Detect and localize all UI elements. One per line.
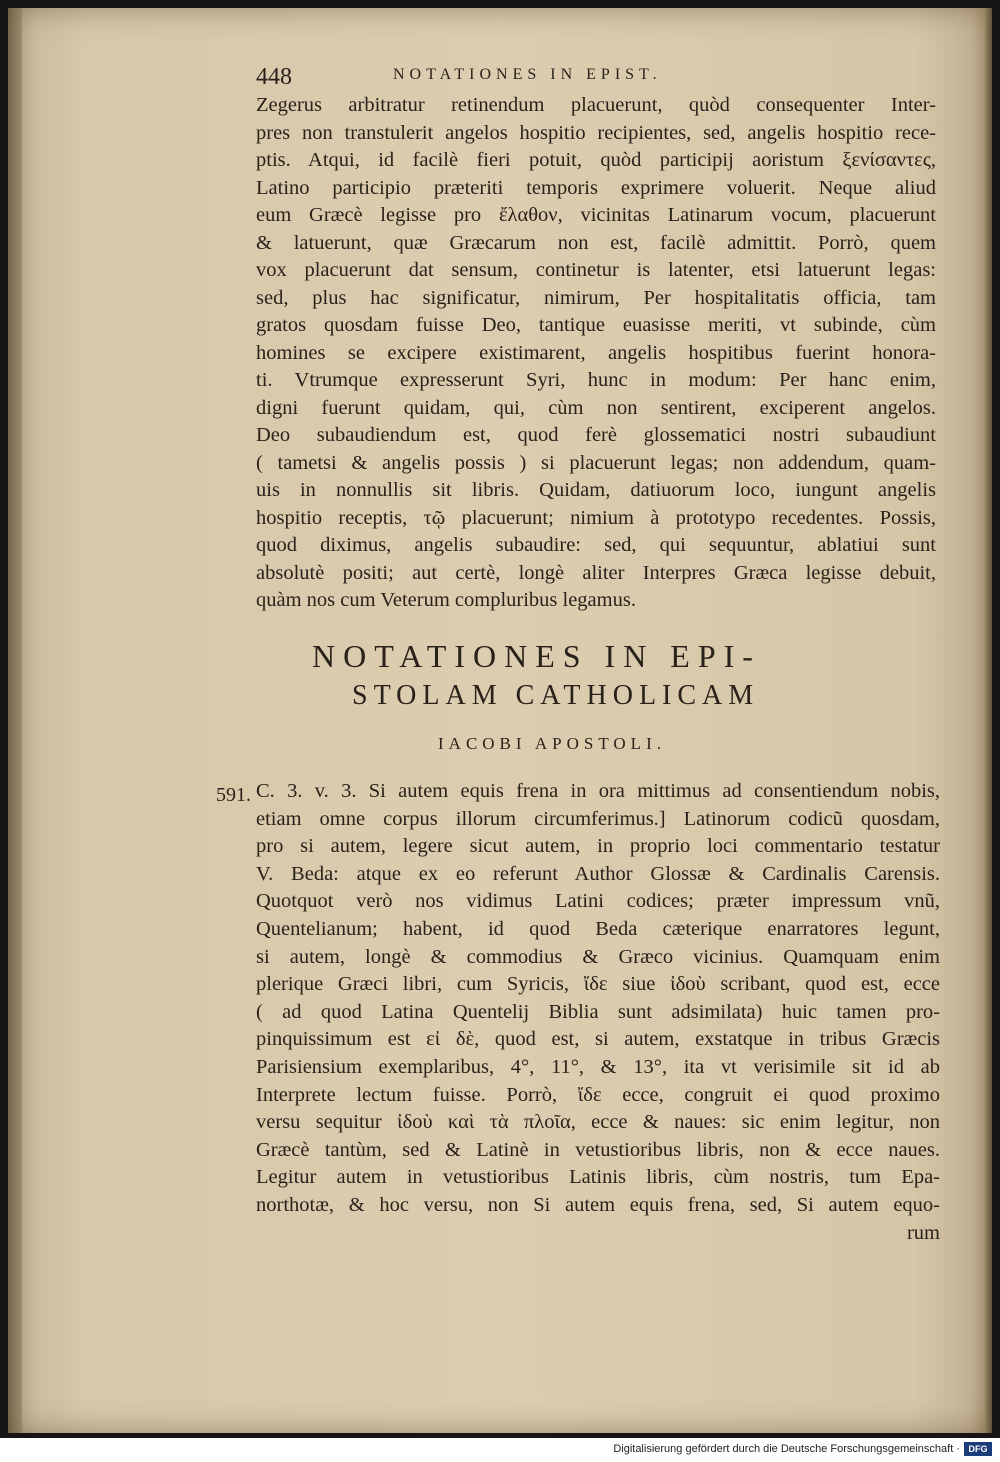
section-heading-line-2: STOLAM CATHOLICAM: [352, 680, 760, 711]
dfg-logo: DFG: [964, 1442, 992, 1456]
text-line: Quentelianum; habent, id quod Beda cæterique enarratores legunt,: [256, 917, 940, 940]
text-line: V. Beda: atque ex eo referunt Author Glossæ & Cardinalis Carensis.: [256, 862, 940, 885]
text-line: ti. Vtrumque expresserunt Syri, hunc in modum: Per hanc enim,: [256, 369, 936, 391]
text-block-2: [256, 778, 940, 1247]
text-line: versu sequitur ἰδοὺ καὶ τὰ πλοῖα, ecce & naues: sic enim legitur, non: [256, 1111, 940, 1134]
text-line: Deo subaudiendum est, quod ferè glossematici nostri subaudiunt: [256, 424, 936, 446]
text-line: hospitio receptis, τῷ placuerunt; nimium à prototypo recedentes. Possis,: [256, 506, 936, 529]
text-line: ( ad quod Latina Quentelij Biblia sunt adsimilata) huic tamen pro-: [256, 1000, 940, 1023]
text-line: si autem, longè & commodius & Græco vicinius. Quamquam enim: [256, 945, 940, 968]
text-line: ptis. Atqui, id facilè fieri potuit, quòd participij aoristum ξενίσαντες,: [256, 149, 936, 171]
text-line: pro si autem, legere sicut autem, in proprio loci commentario testatur: [256, 835, 940, 858]
text-line: digni fuerunt quidam, qui, cùm non sentirent, exciperent angelos.: [256, 396, 936, 419]
text-line: absolutè positi; aut certè, longè aliter Interpres Græca legisse debuit,: [256, 561, 936, 584]
text-line: Legitur autem in vetustioribus Latinis libris, cùm nostris, tum Epa-: [256, 1166, 940, 1189]
text-line: eum Græcè legisse pro ἔλαθον, vicinitas Latinarum vocum, placuerunt: [256, 204, 936, 226]
text-line: Parisiensium exemplaribus, 4°, 11°, & 13°, ita vt verisimile sit id ab: [256, 1055, 940, 1078]
text-line: gratos quosdam fuisse Deo, tantique euasisse meriti, vt subinde, cùm: [256, 314, 936, 336]
text-line: quàm nos cum Veterum compluribus legamus.: [256, 589, 636, 611]
footer-bar: [0, 1438, 1000, 1462]
text-line: Zegerus arbitratur retinendum placuerunt, quòd consequenter Inter-: [256, 94, 936, 116]
text-line: C. 3. v. 3. Si autem equis frena in ora mittimus ad consentiendum nobis,: [256, 780, 940, 802]
text-line: sed, plus hac significatur, nimirum, Per hospitalitatis officia, tam: [256, 286, 936, 309]
text-line: Quotquot verò nos vidimus Latini codices; præter impressum vnũ,: [256, 890, 940, 913]
text-line: homines se excipere existimarent, angelis hospitibus fuerint honora-: [256, 341, 936, 364]
text-line: ( tametsi & angelis possis ) si placuerunt legas; non addendum, quam-: [256, 451, 936, 474]
text-line: pres non transtulerit angelos hospitio recipientes, sed, angelis hospitio rece-: [256, 121, 936, 144]
catchword: rum: [906, 1221, 940, 1244]
text-line: Latino participio præteriti temporis exprimere voluerit. Neque aliud: [256, 176, 936, 199]
text-line: plerique Græci libri, cum Syricis, ἴδε siue ἰδοὺ scribant, quod est, ecce: [256, 973, 940, 996]
margin-number: 591.: [216, 784, 251, 806]
text-line: northotæ, & hoc versu, non Si autem equis frena, sed, Si autem equo-: [256, 1193, 940, 1216]
footer-credit: Digitalisierung gefördert durch die Deutsche Forschungsgemeinschaft ·: [613, 1443, 960, 1455]
running-title: NOTATIONES IN EPIST.: [393, 66, 662, 83]
text-block-1: [256, 92, 936, 615]
section-subheading: IACOBI APOSTOLI.: [438, 734, 666, 753]
text-line: & latuerunt, quæ Græcarum non est, facilè admittit. Porrò, quem: [256, 231, 936, 254]
text-line: pinquissimum est εἰ δὲ, quod est, si autem, exstatque in tribus Græcis: [256, 1028, 940, 1051]
text-line: Interprete lectum fuisse. Porrò, ἴδε ecce, congruit ei quod proximo: [256, 1083, 940, 1106]
text-line: uis in nonnullis sit libris. Quidam, datiuorum loco, iungunt angelis: [256, 479, 936, 501]
page-number: 448: [256, 64, 292, 90]
section-heading-line-1: NOTATIONES IN EPI-: [312, 638, 761, 674]
text-line: Græcè tantùm, sed & Latinè in vetustioribus libris, non & ecce naues.: [256, 1138, 940, 1161]
text-line: vox placuerunt dat sensum, continetur is latenter, etsi latuerunt legas:: [256, 259, 936, 281]
text-line: quod diximus, angelis subaudire: sed, qui sequuntur, ablatiui sunt: [256, 534, 936, 556]
text-line: etiam omne corpus illorum circumferimus.] Latinorum codicũ quosdam,: [256, 807, 940, 830]
